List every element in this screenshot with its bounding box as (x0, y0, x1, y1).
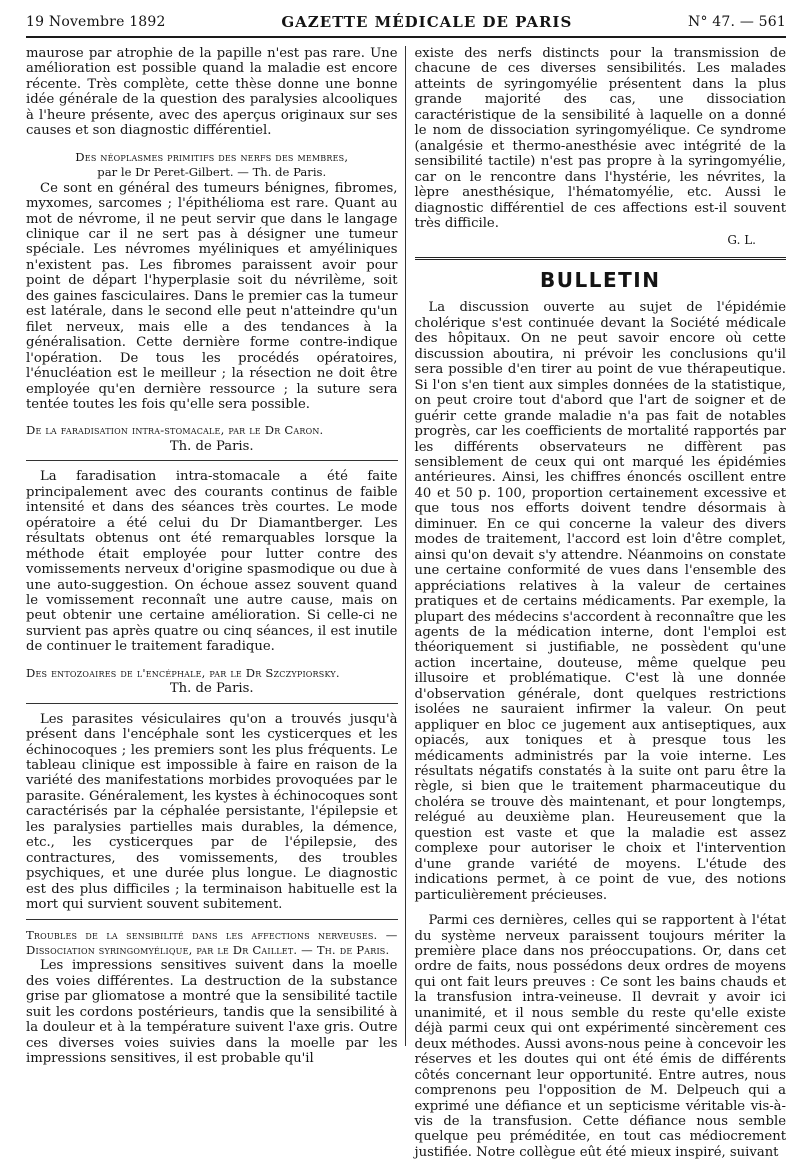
paragraph: La faradisation intra-stomacale a été faite principalement avec des courants continus de faible intensité et dans des séances très courtes. Le mode opératoire a été celui du Dr Diamantberger. Les résultats obtenus ont été remarquables lorsque la méthode était employée pour lutter contre des vomissements nerveux d'origine spasmodique ou due à une auto-suggestion. On échoue assez souvent quand le vomissement reconnaît une autre cause, mais on peut obtenir une certaine amélioration. Si celle-ci ne survient pas après quatre ou cinq séances, il est inutile de continuer le traitement faradique. (26, 469, 398, 655)
journal-title: GAZETTE MÉDICALE DE PARIS (281, 13, 573, 31)
paragraph: Les impressions sensitives suivent dans la moelle des voies différentes. La destruction de la substance grise par gliomatose a montré que la sensibilité tactile suit les cordons postérieurs, tandis que la sensibilité à la douleur et à la température suivent l'axe gris. Outre ces diverses voies suivies dans la moelle par les impressions sensitives, il est probable qu'il (26, 958, 398, 1067)
divider (26, 460, 398, 461)
section-heading: BULLETIN (540, 268, 661, 293)
review-title: Des entozoaires de l'encéphale, par le Dr Szczypiorsky. (26, 665, 340, 680)
section-divider (415, 257, 787, 262)
paragraph: Ce sont en général des tumeurs bénignes, fibromes, myxomes, sarcomes ; l'épithélioma est rare. Quant au mot de névrome, il ne peut servir que dans le langage clinique car il ne sert pas à désigner une tumeur spéciale. Les névromes myéliniques et amyéliniques n'existent pas. Les fibromes paraissent avoir pour point de départ l'hyperplasie soit du névrilème, soit des gaines fasciculaires. Dans le premier cas la tumeur est latérale, dans le second elle peut n'atteindre qu'un filet nerveux, mais elle a des tendances à la généralisation. Cette dernière forme contre-indique l'opération. De tous les procédés opératoires, l'énucléation est le meilleur ; la résection ne doit être employée qu'en dernière ressource ; la suture sera tentée toutes les fois qu'elle sera possible. (26, 180, 398, 412)
review-title: Troubles de la sensibilité dans les affections nerveuses. — Dissociation syringomyélique, par le Dr Caillet. — Th. de Paris. (26, 927, 398, 958)
review-heading (26, 666, 398, 697)
page-header (26, 8, 786, 38)
review-byline: Th. de Paris. (169, 438, 254, 454)
paragraph: maurose par atrophie de la papille n'est pas rare. Une amélioration est possible quand la maladie est encore récente. Très complète, cette thèse donne une bonne idée générale de la question des paralysies alcooliques à l'heure présente, avec des aperçus originaux sur ses causes et son diagnostic différentiel. (26, 46, 398, 139)
paragraph: existe des nerfs distincts pour la transmission de chacune de ces diverses sensibilités. Les malades atteints de syringomyélie présentent dans la plus grande majorité des cas, une dissociation caractéristique de la sensibilité à laquelle on a donné le nom de dissociation syringomyélique. Ce syndrome (analgésie et thermo-anesthésie avec intégrité de la sensibilité tactile) n'est pas propre à la syringomyélie, car on le rencontre dans l'hystérie, les névrites, la lèpre anesthésique, l'hématomyélie, etc. Aussi le diagnostic différentiel de ces affections est-il souvent très difficile. (414, 46, 786, 231)
header-date: 19 Novembre 1892 (26, 14, 166, 30)
paragraph: Les parasites vésiculaires qu'on a trouvés jusqu'à présent dans l'encéphale sont les cysticerques et les échinocoques ; les premiers sont les plus fréquents. Le tableau clinique est impossible à faire en raison de la variété des manifestations morbides provoquées par le parasite. Généralement, les kystes à échinocoques sont caractérisés par la céphalée persistante, l'épilepsie et les paralysies partielles mais durables, la démence, etc., les cysticerques par de l'épilepsie, des contractures, des vomissements, des troubles psychiques, et une durée plus longue. Le diagnostic est des plus difficiles ; la terminaison habituelle est la mort qui survient souvent subitement. (26, 711, 398, 913)
paragraph-gap (415, 903, 787, 913)
issue-number: N° 47. — 561 (688, 14, 786, 30)
divider (26, 919, 398, 920)
left-column (26, 46, 406, 1067)
article-columns (26, 46, 786, 1160)
right-column (406, 46, 787, 1160)
review-byline: Th. de Paris. (169, 681, 254, 697)
review-heading (26, 928, 398, 959)
divider (26, 703, 398, 704)
review-title: De la faradisation intra-stomacale, par le Dr Caron. (26, 423, 324, 438)
review-heading (26, 423, 398, 454)
review-byline: par le Dr Peret-Gilbert. — Th. de Paris. (97, 165, 327, 180)
review-title: Des néoplasmes primitifs des nerfs des membres, (75, 149, 349, 164)
paragraph: Parmi ces dernières, celles qui se rapportent à l'état du système nerveux paraissent toujours mériter la première place dans nos préoccupations. Or, dans cet ordre de faits, nous possédons deux ordres de moyens qui ont fait leurs preuves : Ce sont les bains chauds et la transfusion intra-veineuse. Il devrait y avoir ici unanimité, et il nous semble du reste qu'elle existe déjà parmi ceux qui ont expérimenté sincèrement ces deux méthodes. Aussi avons-nous peine à concevoir les réserves et les doutes qui ont été émis de différents côtés concernant leur opportunité. Entre autres, nous comprenons peu l'opposition de M. Delpeuch qui a exprimé une défiance et un septicisme véritable vis-à-vis de la transfusion. Cette défiance nous semble quelque peu préméditée, en tout cas médiocrement justifiée. Notre collègue eût été mieux inspiré, suivant (414, 913, 786, 1160)
author-signature: G. L. (727, 233, 756, 248)
review-heading (26, 150, 398, 181)
paragraph: La discussion ouverte au sujet de l'épidémie cholérique s'est continuée devant la Société médicale des hôpitaux. On ne peut savoir encore où cette discussion aboutira, ni prévoir les conclusions qu'il sera possible d'en tirer au point de vue thérapeutique. Si l'on s'en tient aux simples données de la statistique, on peut croire tout d'abord que l'art de soigner et de guérir cette grande maladie n'a pas fait de notables progrès, car les coefficients de mortalité rapportés par les différents observateurs ne diffèrent pas sensiblement de ceux qui ont marqué les épidémies antérieures. Ainsi, les chiffres énoncés oscillent entre 40 et 50 p. 100, proportion certainement excessive et que tous nos efforts doivent tendre désormais à diminuer. En ce qui concerne la valeur des divers modes de traitement, l'accord est loin d'être complet, ainsi qu'on devait s'y attendre. Néanmoins on constate une certaine conformité de vues dans l'ensemble des appréciations relatives à la valeur de certaines pratiques et de certains médicaments. Par exemple, la plupart des médecins s'accordent à reconnaître que les agents de la médication interne, dont l'emploi est théoriquement si justifiable, ne possèdent qu'une action incertaine, douteuse, même quelque peu illusoire et problématique. C'est là une donnée d'observation générale, dont quelques restrictions isolées ne sauraient infirmer la valeur. On peut appliquer en bloc ce jugement aux antiseptiques, aux opiacés, aux toniques et à presque tous les médicaments administrés par la voie interne. Les résultats négatifs constatés à la suite ont paru être la règle, si bien que le traitement pharmaceutique du choléra se trouve dès maintenant, et pour longtemps, relégué au deuxième plan. Heureusement que la question est vaste et que la maladie est assez complexe pour autoriser le choix et l'intervention d'une grande variété de moyens. L'étude des indications permet, à ce point de vue, des notions particulièrement précieuses. (414, 300, 786, 903)
